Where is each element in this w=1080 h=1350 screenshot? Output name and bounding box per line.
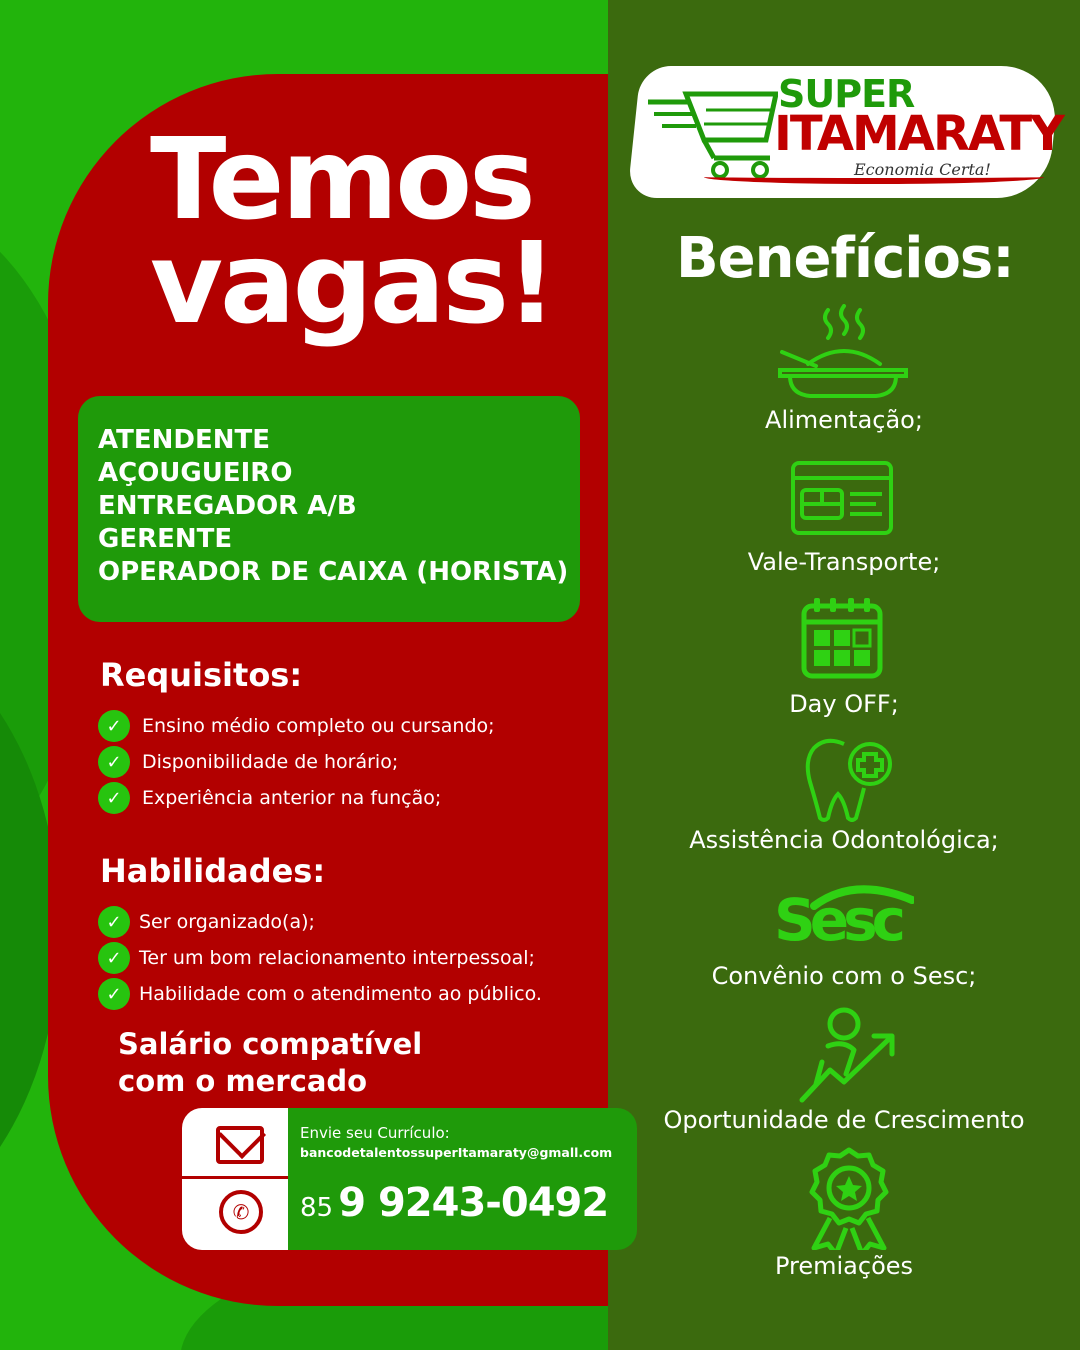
- headline-line1: Temos: [150, 115, 533, 245]
- shopping-cart-icon: [648, 80, 778, 180]
- check-icon: ✓: [98, 978, 130, 1010]
- list-item-text: Habilidade com o atendimento ao público.: [139, 983, 542, 1005]
- headline: [150, 115, 555, 349]
- list-item-text: Ensino médio completo ou cursando;: [142, 715, 495, 737]
- benefit-label: Convênio com o Sesc;: [711, 962, 977, 990]
- list-item: [98, 976, 542, 1012]
- food-bowl-icon: [776, 304, 910, 404]
- job-item: ATENDENTE: [98, 425, 270, 455]
- headline-line2: vagas!: [150, 219, 555, 349]
- job-list-box: [78, 396, 580, 622]
- check-icon: ✓: [98, 906, 130, 938]
- benefit-label: Premiações: [774, 1252, 914, 1280]
- email-link[interactable]: bancodetalentossuperItamaraty@gmall.com: [300, 1145, 613, 1160]
- job-item: OPERADOR DE CAIXA (HORISTA): [98, 557, 569, 587]
- salary-line2: com o mercado: [118, 1064, 368, 1098]
- habilidades-list: [98, 904, 542, 1012]
- check-icon: ✓: [98, 942, 130, 974]
- list-item: [98, 904, 542, 940]
- phone-ddd: 85: [300, 1193, 334, 1223]
- calendar-icon: [800, 596, 884, 680]
- send-cv-label: Envie seu Currículo:: [300, 1124, 450, 1142]
- phone-number[interactable]: [300, 1180, 608, 1226]
- benefit-label: Alimentação;: [765, 406, 923, 434]
- divider: [182, 1176, 288, 1179]
- mail-icon: [216, 1126, 264, 1164]
- award-ribbon-icon: [806, 1146, 892, 1250]
- super-itamaraty-logo: [634, 66, 1063, 198]
- logo-itamaraty-text: ITAMARATY: [774, 106, 1063, 162]
- list-item-text: Experiência anterior na função;: [142, 787, 442, 809]
- salary-line1: Salário compatível: [118, 1027, 423, 1061]
- contact-icons: [182, 1108, 288, 1250]
- whatsapp-icon: ✆: [219, 1190, 263, 1234]
- requisitos-title: Requisitos:: [100, 656, 303, 694]
- salary-note: [118, 1026, 422, 1100]
- list-item: [98, 744, 495, 780]
- list-item-text: Disponibilidade de horário;: [142, 751, 399, 773]
- tooth-icon: [804, 736, 894, 822]
- benefit-label: Day OFF;: [789, 690, 899, 718]
- benefit-label: Assistência Odontológica;: [689, 826, 999, 854]
- list-item: [98, 708, 495, 744]
- habilidades-title: Habilidades:: [100, 852, 326, 890]
- phone-digits: 9 9243-0492: [338, 1180, 609, 1226]
- logo-super-text: SUPER: [778, 72, 915, 116]
- growth-person-icon: [798, 1006, 898, 1104]
- check-icon: ✓: [98, 710, 130, 742]
- benefit-label: Oportunidade de Crescimento: [663, 1106, 1025, 1134]
- list-item: [98, 940, 542, 976]
- logo-slogan: Economia Certa!: [854, 160, 991, 179]
- requisitos-list: [98, 708, 495, 816]
- bus-ticket-icon: [790, 460, 894, 536]
- check-icon: ✓: [98, 782, 130, 814]
- list-item-text: Ter um bom relacionamento interpessoal;: [139, 947, 535, 969]
- benefits-title: Benefícios:: [676, 226, 1014, 291]
- job-item: GERENTE: [98, 524, 233, 554]
- job-item: ENTREGADOR A/B: [98, 491, 357, 521]
- job-item: AÇOUGUEIRO: [98, 458, 293, 488]
- benefit-label: Vale-Transporte;: [747, 548, 941, 576]
- contact-box: [182, 1108, 637, 1250]
- sesc-text: Sesc: [774, 886, 901, 954]
- list-item: [98, 780, 495, 816]
- contact-info: [288, 1108, 637, 1250]
- check-icon: ✓: [98, 746, 130, 778]
- list-item-text: Ser organizado(a);: [139, 911, 315, 933]
- sesc-logo: [774, 880, 914, 954]
